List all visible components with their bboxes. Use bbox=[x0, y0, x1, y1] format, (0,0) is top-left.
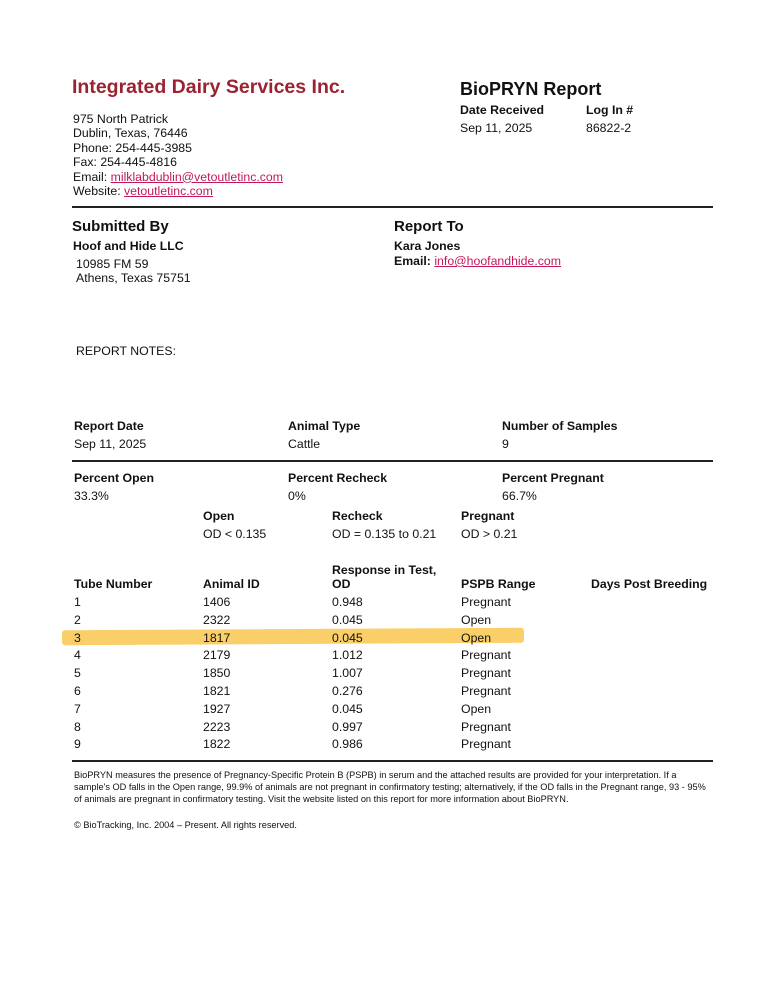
cell-od: 0.997 bbox=[332, 719, 363, 734]
cell-animal-id: 1821 bbox=[203, 684, 231, 698]
cell-tube: 2 bbox=[74, 612, 81, 627]
cell-animal-id: 1822 bbox=[203, 737, 231, 752]
lab-email-line bbox=[73, 170, 283, 184]
table-row bbox=[74, 631, 714, 649]
cell-animal-id: 1927 bbox=[203, 701, 231, 716]
col-header-response-line2: OD bbox=[332, 577, 351, 591]
cell-animal-id: 2322 bbox=[203, 612, 231, 627]
cell-pspb-range: Pregnant bbox=[461, 719, 511, 734]
report-to-name: Kara Jones bbox=[394, 239, 461, 253]
cell-pspb-range: Pregnant bbox=[461, 648, 511, 663]
lab-website-line bbox=[73, 184, 283, 198]
percent-open-label: Percent Open bbox=[74, 471, 154, 485]
cell-pspb-range: Open bbox=[461, 612, 492, 627]
cell-pspb-range: Pregnant bbox=[461, 684, 511, 698]
report-to-email-label: Email: bbox=[394, 254, 435, 268]
percent-recheck-label: Percent Recheck bbox=[288, 471, 388, 485]
num-samples-value: 9 bbox=[502, 437, 509, 451]
range-open-label: Open bbox=[203, 509, 235, 523]
date-received-value: Sep 11, 2025 bbox=[460, 121, 533, 135]
cell-od: 0.045 bbox=[332, 612, 363, 627]
header-divider bbox=[72, 206, 713, 208]
cell-animal-id: 2223 bbox=[203, 719, 231, 734]
percent-pregnant-value: 66.7% bbox=[502, 489, 537, 503]
cell-tube: 1 bbox=[74, 595, 81, 609]
table-row bbox=[74, 648, 714, 666]
range-recheck-value: OD = 0.135 to 0.21 bbox=[332, 527, 437, 541]
cell-pspb-range: Open bbox=[461, 701, 492, 716]
cell-animal-id: 1406 bbox=[203, 595, 231, 609]
range-pregnant-value: OD > 0.21 bbox=[461, 527, 518, 541]
cell-tube: 6 bbox=[74, 684, 81, 698]
cell-od: 1.012 bbox=[332, 648, 363, 663]
submitted-by-name: Hoof and Hide LLC bbox=[73, 239, 184, 253]
cell-pspb-range: Pregnant bbox=[461, 595, 511, 609]
lab-address-line2: Dublin, Texas, 76446 bbox=[73, 126, 188, 141]
cell-pspb-range: Pregnant bbox=[461, 737, 511, 752]
log-in-label: Log In # bbox=[586, 103, 634, 117]
num-samples-label: Number of Samples bbox=[502, 419, 618, 433]
range-pregnant-label: Pregnant bbox=[461, 509, 515, 523]
footnote: BioPRYN measures the presence of Pregnancy-Specific Protein B (PSPB) in serum and the attached results are provided for your interpretation. If a sample's OD falls in the Open range, 99.9% of animals are not pregnant in confirmatory testing; alternatively, if the OD falls in the Pregnant range, 93 - 95% of animals are pregnant in confirmatory testing. Visit the website listed on this report for more information about BioPRYN. bbox=[74, 770, 706, 804]
table-row bbox=[74, 720, 714, 738]
col-header-animal: Animal ID bbox=[203, 577, 260, 591]
table-bottom-divider bbox=[72, 760, 713, 762]
percent-recheck-value: 0% bbox=[288, 489, 306, 503]
cell-tube: 9 bbox=[74, 737, 81, 752]
col-header-pspb: PSPB Range bbox=[461, 577, 536, 591]
summary-divider bbox=[72, 460, 713, 462]
table-row bbox=[74, 702, 714, 720]
cell-od: 0.045 bbox=[332, 630, 363, 645]
lab-email-link[interactable]: milklabdublin@vetoutletinc.com bbox=[110, 169, 284, 184]
report-date-label: Report Date bbox=[74, 419, 144, 433]
report-to-email-link[interactable]: info@hoofandhide.com bbox=[434, 254, 561, 268]
cell-od: 0.986 bbox=[332, 737, 363, 752]
table-row bbox=[74, 666, 714, 684]
cell-animal-id: 1817 bbox=[203, 630, 231, 645]
animal-type-label: Animal Type bbox=[288, 419, 361, 433]
col-header-tube: Tube Number bbox=[74, 577, 153, 591]
date-received-label: Date Received bbox=[460, 103, 545, 117]
cell-od: 0.948 bbox=[332, 595, 363, 609]
table-row bbox=[74, 684, 714, 702]
percent-pregnant-label: Percent Pregnant bbox=[502, 471, 604, 485]
cell-od: 0.045 bbox=[332, 701, 363, 716]
cell-tube: 3 bbox=[74, 630, 81, 645]
percent-open-value: 33.3% bbox=[74, 489, 109, 503]
lab-website-label: Website: bbox=[73, 184, 125, 199]
report-title: BioPRYN Report bbox=[460, 79, 602, 99]
lab-website-link[interactable]: vetoutletinc.com bbox=[124, 184, 213, 199]
cell-tube: 7 bbox=[74, 701, 81, 716]
submitted-by-address1: 10985 FM 59 bbox=[76, 257, 149, 271]
lab-address-line1: 975 North Patrick bbox=[73, 112, 169, 126]
submitted-by-address2: Athens, Texas 75751 bbox=[76, 271, 191, 285]
cell-pspb-range: Pregnant bbox=[461, 666, 511, 681]
animal-type-value: Cattle bbox=[288, 437, 321, 451]
cell-od: 0.276 bbox=[332, 684, 363, 698]
lab-email-label: Email: bbox=[73, 169, 111, 184]
submitted-by-title: Submitted By bbox=[72, 218, 169, 235]
table-row bbox=[74, 737, 714, 755]
cell-od: 1.007 bbox=[332, 666, 363, 681]
table-row bbox=[74, 595, 714, 613]
table-row bbox=[74, 613, 714, 631]
report-to-email-line bbox=[394, 254, 561, 268]
cell-pspb-range: Open bbox=[461, 630, 492, 645]
range-open-value: OD < 0.135 bbox=[203, 527, 267, 541]
cell-animal-id: 1850 bbox=[203, 666, 231, 681]
cell-tube: 5 bbox=[74, 666, 81, 681]
log-in-value: 86822-2 bbox=[586, 121, 632, 135]
col-header-response-line1: Response in Test, bbox=[332, 563, 437, 577]
lab-contact bbox=[73, 112, 283, 198]
report-date-value: Sep 11, 2025 bbox=[74, 437, 147, 451]
lab-fax: Fax: 254-445-4816 bbox=[73, 155, 177, 170]
lab-name: Integrated Dairy Services Inc. bbox=[72, 76, 346, 98]
copyright: © BioTracking, Inc. 2004 – Present. All rights reserved. bbox=[74, 820, 297, 830]
report-notes-label: REPORT NOTES: bbox=[76, 344, 176, 358]
report-to-title: Report To bbox=[394, 218, 464, 235]
range-recheck-label: Recheck bbox=[332, 509, 383, 523]
cell-tube: 8 bbox=[74, 719, 81, 734]
cell-tube: 4 bbox=[74, 648, 81, 663]
col-header-response bbox=[332, 563, 436, 591]
cell-animal-id: 2179 bbox=[203, 648, 231, 663]
lab-phone: Phone: 254-445-3985 bbox=[73, 140, 192, 155]
col-header-days: Days Post Breeding bbox=[591, 577, 708, 591]
